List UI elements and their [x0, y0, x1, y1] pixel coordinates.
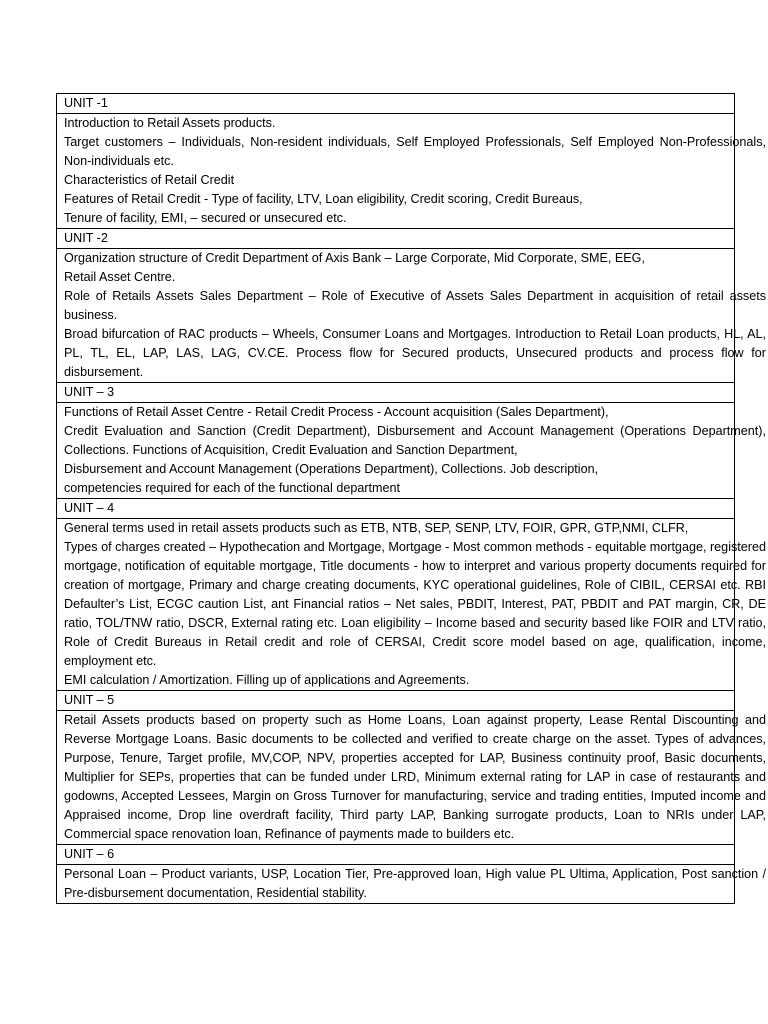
unit-paragraph: Introduction to Retail Assets products. [64, 116, 276, 130]
unit-content [57, 865, 766, 904]
unit-paragraph: Role of Retails Assets Sales Department – Role of Executive of Assets Sales Department in acquisition of retail assets business. [64, 289, 766, 322]
unit-paragraph: Retail Assets products based on property such as Home Loans, Loan against property, Lease Rental Discounting and Reverse Mortgage Loans. Basic documents to be collected and verified to create charge on the asset. Types of advances, Purpose, Tenure, Target profile, MV,COP, NPV, properties accepted for LAP, Business continuity proof, Basic documents, Multiplier for SEPs, properties that can be funded under LRD, Minimum external rating for LAP in case of restaurants and godowns, Accepted Lessees, Margin on Gross Turnover for manufacturing, service and trading entities, Imputed income and Appraised income, Drop line overdraft facility, Third party LAP, Banking surrogate products, Loan to NRIs under LAP, Commercial space renovation loan, Refinance of payments made to builders etc. [64, 713, 766, 841]
unit-content [57, 403, 766, 499]
unit-header-row [57, 691, 735, 711]
unit-paragraph: Credit Evaluation and Sanction (Credit Department), Disbursement and Account Management (Operations Department), Collections. Functions of Acquisition, Credit Evaluation and Sanction Department, [64, 424, 766, 457]
syllabus-table [56, 93, 766, 904]
unit-header: UNIT -2 [57, 229, 735, 249]
unit-content [57, 519, 766, 691]
unit-paragraph: Broad bifurcation of RAC products – Wheels, Consumer Loans and Mortgages. Introduction to Retail Loan products, HL, AL, PL, TL, EL, LAP, LAS, LAG, CV.CE. Process flow for Secured products, Unsecured products and process flow for disbursement. [64, 327, 766, 379]
unit-header: UNIT – 5 [57, 691, 735, 711]
unit-paragraph: Tenure of facility, EMI, – secured or unsecured etc. [64, 211, 347, 225]
unit-paragraph: Retail Asset Centre. [64, 270, 176, 284]
unit-paragraph: Features of Retail Credit - Type of facility, LTV, Loan eligibility, Credit scoring, Credit Bureaus, [64, 192, 583, 206]
unit-header-row [57, 94, 735, 114]
unit-paragraph: Types of charges created – Hypothecation and Mortgage, Mortgage - Most common methods - equitable mortgage, registered mortgage, notification of equitable mortgage, Title documents - how to interpret and various property documents required for creation of mortgage, Primary and charge creating documents, KYC operational guidelines, Role of CIBIL, CERSAI etc. RBI Defaulter’s List, ECGC caution List, ant Financial ratios – Net sales, PBDIT, Interest, PAT, PBDIT and PAT margin, CR, DE ratio, TOL/TNW ratio, DSCR, External rating etc. Loan eligibility – Income based and security based like FOIR and LTV ratio, Role of Credit Bureaus in Retail credit and role of CERSAI, Credit score model based on age, qualification, income, employment etc. [64, 540, 766, 668]
unit-content-row [57, 114, 735, 229]
unit-header-row [57, 499, 735, 519]
unit-paragraph: Target customers – Individuals, Non-resident individuals, Self Employed Professionals, Self Employed Non-Professionals, Non-individuals etc. [64, 135, 766, 168]
unit-header: UNIT -1 [57, 94, 735, 114]
unit-paragraph: General terms used in retail assets products such as ETB, NTB, SEP, SENP, LTV, FOIR, GPR, GTP,NMI, CLFR, [64, 521, 689, 535]
unit-content-row [57, 711, 735, 845]
unit-content [57, 249, 766, 383]
unit-header-row [57, 383, 735, 403]
unit-paragraph: competencies required for each of the functional department [64, 481, 401, 495]
unit-paragraph: EMI calculation / Amortization. Filling up of applications and Agreements. [64, 673, 470, 687]
unit-content [57, 711, 766, 845]
unit-header-row [57, 229, 735, 249]
unit-header-row [57, 845, 735, 865]
unit-content [57, 114, 766, 229]
unit-paragraph: Personal Loan – Product variants, USP, Location Tier, Pre-approved loan, High value PL Ultima, Application, Post sanction / Pre-disbursement documentation, Residential stability. [64, 867, 766, 900]
unit-header: UNIT – 3 [57, 383, 735, 403]
unit-header: UNIT – 4 [57, 499, 735, 519]
unit-content-row [57, 519, 735, 691]
unit-paragraph: Functions of Retail Asset Centre - Retail Credit Process - Account acquisition (Sales Department), [64, 405, 609, 419]
unit-paragraph: Disbursement and Account Management (Operations Department), Collections. Job description, [64, 462, 599, 476]
unit-header: UNIT – 6 [57, 845, 735, 865]
unit-paragraph: Characteristics of Retail Credit [64, 173, 235, 187]
unit-content-row [57, 403, 735, 499]
unit-paragraph: Organization structure of Credit Department of Axis Bank – Large Corporate, Mid Corporate, SME, EEG, [64, 251, 645, 265]
unit-content-row [57, 249, 735, 383]
unit-content-row [57, 865, 735, 904]
